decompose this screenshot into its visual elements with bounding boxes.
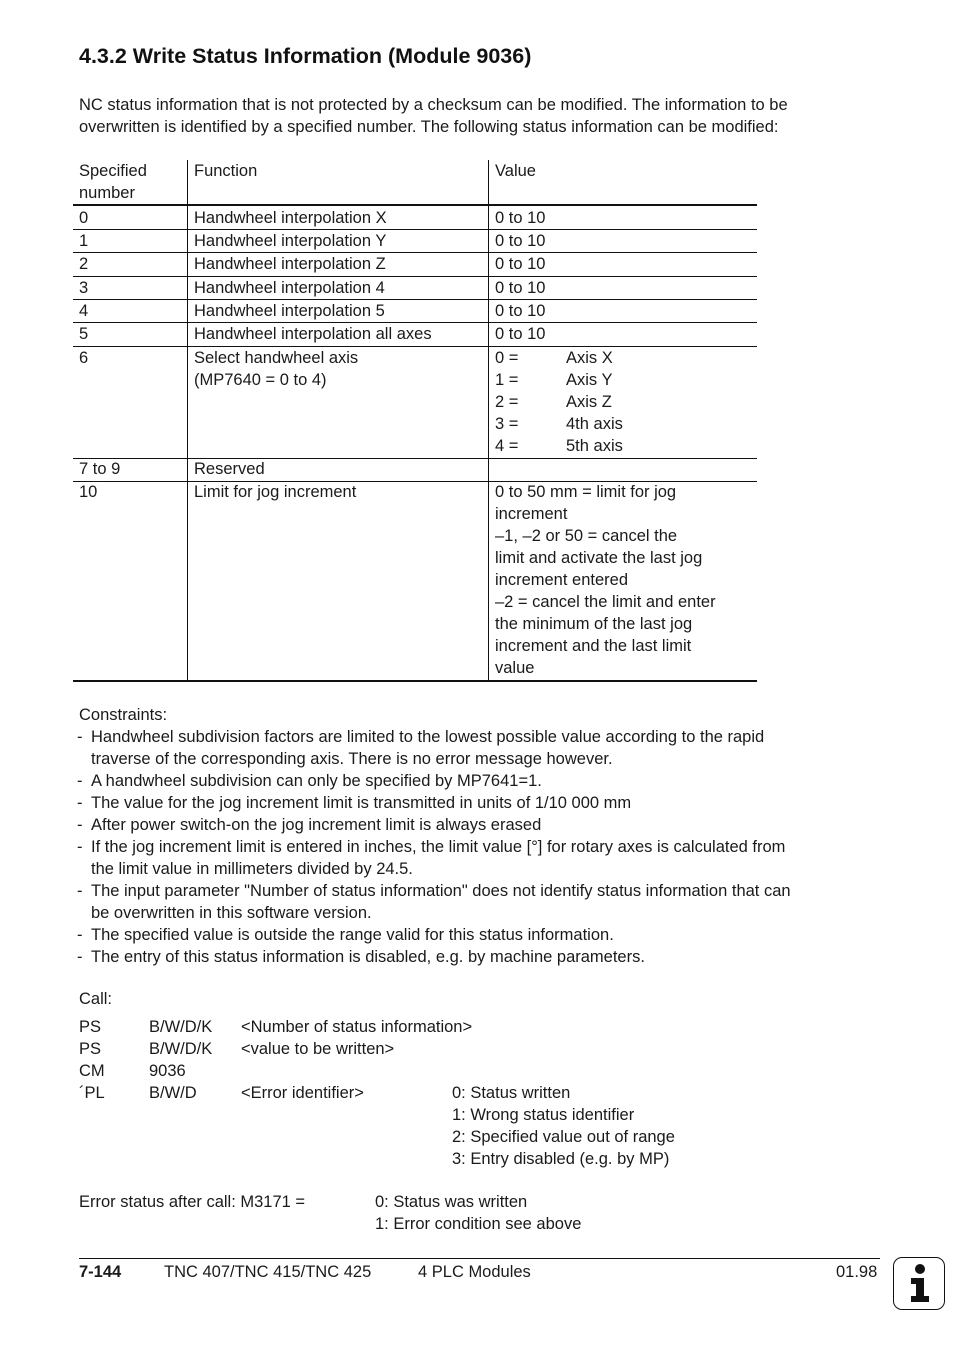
- axis-name: 4th axis: [566, 415, 623, 433]
- row-function: Handwheel interpolation all axes: [194, 325, 432, 343]
- header-value: Value: [495, 162, 536, 180]
- error-status-label: Error status after call: M3171 =: [79, 1193, 306, 1211]
- call-note: 0: Status written: [452, 1084, 571, 1102]
- call-type: B/W/D/K: [149, 1018, 213, 1036]
- bullet-dash: -: [77, 838, 83, 856]
- row-number: 1: [79, 232, 89, 250]
- footer-date: 01.98: [836, 1263, 878, 1281]
- list-item-text: The input parameter "Number of status information" does not identify status information that can: [91, 882, 791, 900]
- axis-name: Axis Y: [566, 371, 613, 389]
- error-status-line: 0: Status was written: [375, 1193, 528, 1211]
- row-value-line: increment and the last limit: [495, 637, 692, 655]
- row-function: Handwheel interpolation 5: [194, 302, 385, 320]
- constraints-section: [79, 704, 879, 974]
- list-item-text: Handwheel subdivision factors are limited to the lowest possible value according to the rapid: [91, 728, 765, 746]
- row-function: Reserved: [194, 460, 265, 478]
- bullet-dash: -: [77, 816, 83, 834]
- footer-divider: [79, 1258, 880, 1259]
- axis-key: 1 =: [495, 371, 519, 389]
- call-arg: <Error identifier>: [241, 1084, 364, 1102]
- bullet-dash: -: [77, 772, 83, 790]
- list-item-text: traverse of the corresponding axis. There is no error message however.: [91, 750, 613, 768]
- row-function: Handwheel interpolation X: [194, 209, 387, 227]
- list-item-text: If the jog increment limit is entered in inches, the limit value [°] for rotary axes is calculated from: [91, 838, 786, 856]
- info-icon: [893, 1257, 945, 1310]
- axis-name: 5th axis: [566, 437, 623, 455]
- header-specified: Specified: [79, 162, 147, 180]
- call-cmd: ´PL: [79, 1084, 105, 1102]
- row-function: Select handwheel axis: [194, 349, 359, 367]
- axis-name: Axis Z: [566, 393, 612, 411]
- bullet-dash: -: [77, 882, 83, 900]
- call-cmd: CM: [79, 1062, 105, 1080]
- row-value: 0 to 10: [495, 209, 546, 227]
- call-type: B/W/D/K: [149, 1040, 213, 1058]
- row-number: 10: [79, 483, 98, 501]
- row-number: 5: [79, 325, 89, 343]
- call-note: 2: Specified value out of range: [452, 1128, 675, 1146]
- header-function: Function: [194, 162, 258, 180]
- bullet-dash: -: [77, 728, 83, 746]
- axis-key: 3 =: [495, 415, 519, 433]
- row-value-line: –2 = cancel the limit and enter: [495, 593, 716, 611]
- list-item-text: The value for the jog increment limit is transmitted in units of 1/10 000 mm: [91, 794, 632, 812]
- row-function: Handwheel interpolation Y: [194, 232, 387, 250]
- row-value-line: limit and activate the last jog: [495, 549, 703, 567]
- row-value-line: 0 to 50 mm = limit for jog: [495, 483, 677, 501]
- bullet-dash: -: [77, 948, 83, 966]
- row-value: 0 to 10: [495, 325, 546, 343]
- call-arg: <value to be written>: [241, 1040, 395, 1058]
- list-item-text: The entry of this status information is disabled, e.g. by machine parameters.: [91, 948, 645, 966]
- row-value-line: value: [495, 659, 535, 677]
- row-number: 0: [79, 209, 89, 227]
- row-function: Handwheel interpolation 4: [194, 279, 385, 297]
- row-value: 0 to 10: [495, 279, 546, 297]
- error-status-line: 1: Error condition see above: [375, 1215, 582, 1233]
- bullet-dash: -: [77, 794, 83, 812]
- list-item-text: A handwheel subdivision can only be specified by MP7641=1.: [91, 772, 542, 790]
- row-function-note: (MP7640 = 0 to 4): [194, 371, 327, 389]
- row-number: 2: [79, 255, 89, 273]
- axis-key: 4 =: [495, 437, 519, 455]
- row-number: 7 to 9: [79, 460, 121, 478]
- list-item-text: be overwritten in this software version.: [91, 904, 372, 922]
- row-number: 6: [79, 349, 89, 367]
- row-value: 0 to 10: [495, 232, 546, 250]
- intro-line-2: overwritten is identified by a specified number. The following status information can be modified:: [79, 118, 779, 136]
- call-type: B/W/D: [149, 1084, 197, 1102]
- bullet-dash: -: [77, 926, 83, 944]
- row-value: 0 to 10: [495, 255, 546, 273]
- row-value: 0 to 10: [495, 302, 546, 320]
- row-function: Handwheel interpolation Z: [194, 255, 386, 273]
- header-number: number: [79, 184, 135, 202]
- footer-product: TNC 407/TNC 415/TNC 425: [164, 1263, 372, 1281]
- constraints-title: Constraints:: [79, 706, 168, 724]
- call-title: Call:: [79, 990, 113, 1008]
- intro-line-1: NC status information that is not protected by a checksum can be modified. The information to be: [79, 96, 788, 114]
- row-value-line: increment: [495, 505, 568, 523]
- axis-value-list: [495, 347, 745, 457]
- list-item-text: The specified value is outside the range valid for this status information.: [91, 926, 614, 944]
- row-number: 4: [79, 302, 89, 320]
- section-heading: 4.3.2 Write Status Information (Module 9036): [79, 44, 532, 68]
- call-cmd: PS: [79, 1040, 102, 1058]
- call-block: [79, 1016, 779, 1176]
- call-note: 1: Wrong status identifier: [452, 1106, 635, 1124]
- call-arg: <Number of status information>: [241, 1018, 473, 1036]
- page-number: 7-144: [79, 1263, 122, 1281]
- row-value-line: increment entered: [495, 571, 628, 589]
- axis-name: Axis X: [566, 349, 613, 367]
- call-cmd: PS: [79, 1018, 102, 1036]
- axis-key: 2 =: [495, 393, 519, 411]
- call-type: 9036: [149, 1062, 186, 1080]
- call-note: 3: Entry disabled (e.g. by MP): [452, 1150, 670, 1168]
- axis-key: 0 =: [495, 349, 519, 367]
- row-number: 3: [79, 279, 89, 297]
- row-value-line: the minimum of the last jog: [495, 615, 693, 633]
- list-item-text: the limit value in millimeters divided by 24.5.: [91, 860, 413, 878]
- footer-chapter: 4 PLC Modules: [418, 1263, 531, 1281]
- row-function: Limit for jog increment: [194, 483, 357, 501]
- row-value-line: –1, –2 or 50 = cancel the: [495, 527, 678, 545]
- list-item-text: After power switch-on the jog increment limit is always erased: [91, 816, 542, 834]
